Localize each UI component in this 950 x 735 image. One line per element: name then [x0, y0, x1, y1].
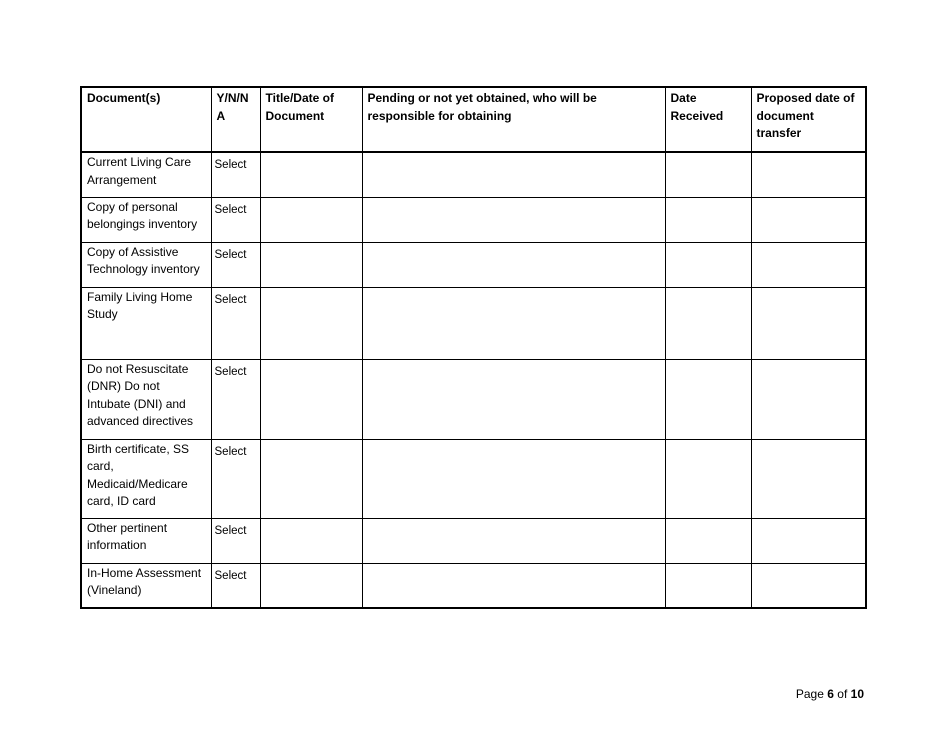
- date-received-field[interactable]: [665, 518, 751, 563]
- date-received-field[interactable]: [665, 359, 751, 439]
- table-row: [81, 242, 866, 287]
- yn-select-dropdown[interactable]: Select: [214, 445, 247, 458]
- proposed-transfer-date-field[interactable]: [751, 152, 866, 197]
- proposed-transfer-date-field[interactable]: [751, 563, 866, 608]
- title-date-field[interactable]: [260, 197, 362, 242]
- yn-select-dropdown[interactable]: Select: [214, 203, 247, 216]
- yn-select-dropdown[interactable]: Select: [214, 569, 247, 582]
- table-header-row: [81, 87, 866, 152]
- table-row: [81, 563, 866, 608]
- title-date-field[interactable]: [260, 359, 362, 439]
- yn-select-dropdown[interactable]: Select: [214, 293, 247, 306]
- table-row: [81, 439, 866, 518]
- document-name-cell: In-Home Assessment (Vineland): [81, 563, 211, 608]
- page-of-label: of: [837, 687, 848, 701]
- table-row: [81, 359, 866, 439]
- date-received-field[interactable]: [665, 287, 751, 359]
- document-name-cell: Copy of Assistive Technology inventory: [81, 242, 211, 287]
- header-date-received: Date Received: [665, 87, 751, 152]
- proposed-transfer-date-field[interactable]: [751, 359, 866, 439]
- page-prefix: Page: [795, 687, 824, 701]
- page-number: [796, 687, 864, 701]
- proposed-transfer-date-field[interactable]: [751, 197, 866, 242]
- document-transfer-table: [80, 86, 867, 609]
- date-received-field[interactable]: [665, 152, 751, 197]
- document-name-cell: Current Living Care Arrangement: [81, 152, 211, 197]
- header-yes-no-na: Y/N/N A: [211, 87, 260, 152]
- title-date-field[interactable]: [260, 563, 362, 608]
- date-received-field[interactable]: [665, 197, 751, 242]
- yn-cell: [211, 287, 260, 359]
- header-documents: Document(s): [81, 87, 211, 152]
- title-date-field[interactable]: [260, 439, 362, 518]
- yn-select-dropdown[interactable]: Select: [214, 248, 247, 261]
- proposed-transfer-date-field[interactable]: [751, 242, 866, 287]
- proposed-transfer-date-field[interactable]: [751, 287, 866, 359]
- table-row: [81, 518, 866, 563]
- yn-cell: [211, 518, 260, 563]
- yn-cell: [211, 563, 260, 608]
- pending-responsible-field[interactable]: [362, 359, 665, 439]
- yn-select-dropdown[interactable]: Select: [214, 524, 247, 537]
- yn-select-dropdown[interactable]: Select: [214, 365, 247, 378]
- table-row: [81, 152, 866, 197]
- yn-cell: [211, 152, 260, 197]
- yn-cell: [211, 359, 260, 439]
- date-received-field[interactable]: [665, 563, 751, 608]
- pending-responsible-field[interactable]: [362, 287, 665, 359]
- document-name-cell: Do not Resuscitate (DNR) Do not Intubate (DNI) and advanced directives: [81, 359, 211, 439]
- proposed-transfer-date-field[interactable]: [751, 439, 866, 518]
- yn-cell: [211, 197, 260, 242]
- header-proposed-transfer-date: Proposed date of document transfer: [751, 87, 866, 152]
- yn-cell: [211, 242, 260, 287]
- document-name-cell: Copy of personal belongings inventory: [81, 197, 211, 242]
- title-date-field[interactable]: [260, 152, 362, 197]
- yn-select-dropdown[interactable]: Select: [214, 159, 247, 171]
- current-page: 6: [827, 687, 834, 701]
- header-pending-responsible: Pending or not yet obtained, who will be responsible for obtaining: [362, 87, 665, 152]
- document-name-cell: Family Living Home Study: [81, 287, 211, 359]
- document-name-cell: Birth certificate, SS card, Medicaid/Medicare card, ID card: [81, 439, 211, 518]
- table-row: [81, 197, 866, 242]
- total-pages: 10: [850, 687, 864, 701]
- title-date-field[interactable]: [260, 242, 362, 287]
- pending-responsible-field[interactable]: [362, 152, 665, 197]
- date-received-field[interactable]: [665, 242, 751, 287]
- yn-cell: [211, 439, 260, 518]
- pending-responsible-field[interactable]: [362, 439, 665, 518]
- date-received-field[interactable]: [665, 439, 751, 518]
- pending-responsible-field[interactable]: [362, 563, 665, 608]
- proposed-transfer-date-field[interactable]: [751, 518, 866, 563]
- pending-responsible-field[interactable]: [362, 518, 665, 563]
- title-date-field[interactable]: [260, 518, 362, 563]
- header-title-date: Title/Date of Document: [260, 87, 362, 152]
- title-date-field[interactable]: [260, 287, 362, 359]
- document-name-cell: Other pertinent information: [81, 518, 211, 563]
- pending-responsible-field[interactable]: [362, 242, 665, 287]
- table-row: [81, 287, 866, 359]
- pending-responsible-field[interactable]: [362, 197, 665, 242]
